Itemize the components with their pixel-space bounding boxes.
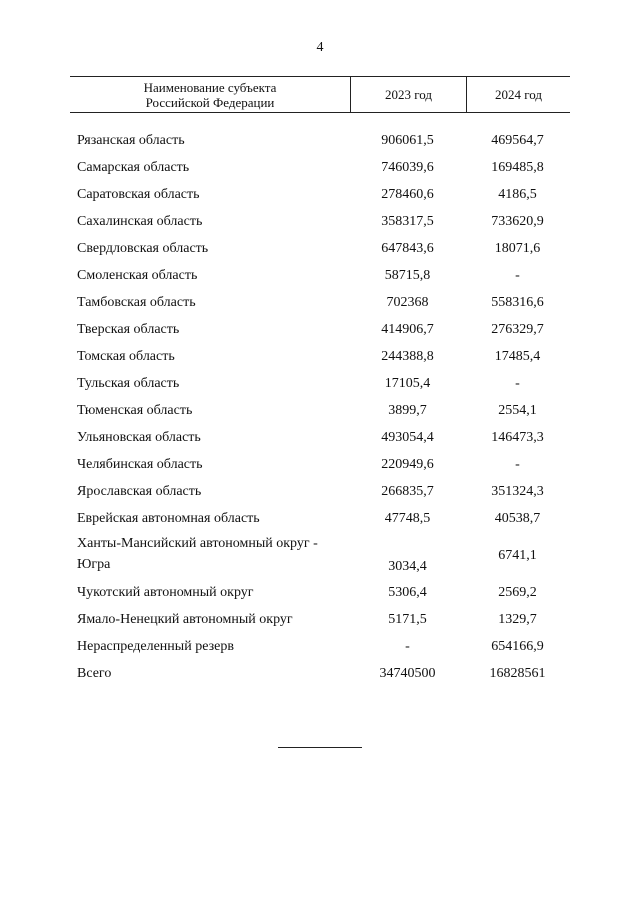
row-value-2023: 493054,4 [381,429,434,445]
row-value-2023: 220949,6 [381,456,434,472]
row-value-2023: 5171,5 [388,611,427,627]
table-row-total [77,660,570,687]
header-year-2024: 2024 год [495,87,542,102]
header-subject-name [70,77,351,112]
header-subject-line2: Российской Федерации [145,94,275,110]
row-subject-name: Еврейская автономная область [77,510,260,526]
table-row [77,505,570,532]
table-row [77,316,570,343]
row-value-2024: 733620,9 [491,213,544,229]
row-value-2023: 414906,7 [381,321,434,337]
row-value-2024: 17485,4 [494,348,541,364]
row-value-2023: 47748,5 [384,510,431,526]
table-row [77,397,570,424]
row-value-2023: - [405,638,410,654]
table-row [77,370,570,397]
row-value-2024: 469564,7 [491,132,544,148]
row-value-2023: 702368 [386,294,429,310]
row-subject-name: Смоленская область [77,267,198,283]
row-subject-name: Свердловская область [77,240,209,256]
row-value-2023: 906061,5 [381,132,434,148]
header-subject-line1: Наименование субъекта [143,79,277,95]
row-value-2023: 278460,6 [381,186,434,202]
row-subject-name: Всего [77,665,112,681]
table-row [77,633,570,660]
row-value-2024: 1329,7 [498,611,537,627]
row-subject-name-line2: Югра [77,557,111,572]
table-row [77,451,570,478]
table-row [77,154,570,181]
table-row [77,579,570,606]
row-subject-name: Ярославская область [77,483,202,499]
row-subject-name: Рязанская область [77,132,185,148]
row-value-2024: 558316,6 [491,294,544,310]
row-value-2024: - [515,375,520,391]
table-body [77,127,570,687]
row-value-2023: 17105,4 [384,375,431,391]
row-value-2024: 654166,9 [491,638,544,654]
row-value-2023: 266835,7 [381,483,434,499]
table-row [77,606,570,633]
row-value-2024: 351324,3 [491,483,544,499]
row-subject-name-line1: Ханты-Мансийский автономный округ - [77,536,318,551]
row-value-2023: 358317,5 [381,213,434,229]
row-value-2024: 2554,1 [498,402,537,418]
page-number: 4 [316,40,324,55]
table-row [77,208,570,235]
row-value-2023: 5306,4 [388,584,427,600]
row-value-2023: 647843,6 [381,240,434,256]
row-subject-name: Чукотский автономный округ [77,584,254,600]
row-subject-name: Ямало-Ненецкий автономный округ [77,611,293,627]
row-value-2023-text: 3034,4 [388,559,427,574]
table-row [77,181,570,208]
row-value-2024: 276329,7 [491,321,544,337]
row-subject-name: Томская область [77,348,175,364]
row-value-2024: - [515,456,520,472]
row-subject-name: Челябинская область [77,456,203,472]
table-row [77,235,570,262]
table-row [77,478,570,505]
table-header [70,76,570,113]
row-subject-name: Тверская область [77,321,180,337]
row-value-2024: 2569,2 [498,584,537,600]
row-value-2023 [350,532,465,579]
table-row [77,532,570,579]
row-value-2024: - [515,267,520,283]
row-subject-name: Самарская область [77,159,190,175]
row-subject-name: Тамбовская область [77,294,196,310]
row-subject-name [77,532,350,579]
table-row [77,289,570,316]
row-value-2023: 746039,6 [381,159,434,175]
row-subject-name: Нераспределенный резерв [77,638,234,654]
header-year-2023: 2023 год [351,77,467,112]
row-value-2024 [465,532,570,579]
row-value-2023: 244388,8 [381,348,434,364]
row-value-2023: 34740500 [379,665,436,681]
row-value-2023: 3899,7 [388,402,427,418]
row-value-2024: 16828561 [489,665,546,681]
row-value-2024-text: 6741,1 [498,547,537,563]
row-subject-name: Сахалинская область [77,213,203,229]
row-subject-name: Ульяновская область [77,429,201,445]
table-row [77,343,570,370]
table-row [77,127,570,154]
row-subject-name: Тульская область [77,375,180,391]
row-value-2023: 58715,8 [384,267,431,283]
row-subject-name: Саратовская область [77,186,200,202]
row-value-2024: 146473,3 [491,429,544,445]
row-value-2024: 4186,5 [498,186,537,202]
table-row [77,262,570,289]
row-subject-name: Тюменская область [77,402,193,418]
row-value-2024: 40538,7 [494,510,541,526]
closing-divider [278,747,362,748]
row-value-2024: 18071,6 [494,240,541,256]
row-value-2024: 169485,8 [491,159,544,175]
table-row [77,424,570,451]
